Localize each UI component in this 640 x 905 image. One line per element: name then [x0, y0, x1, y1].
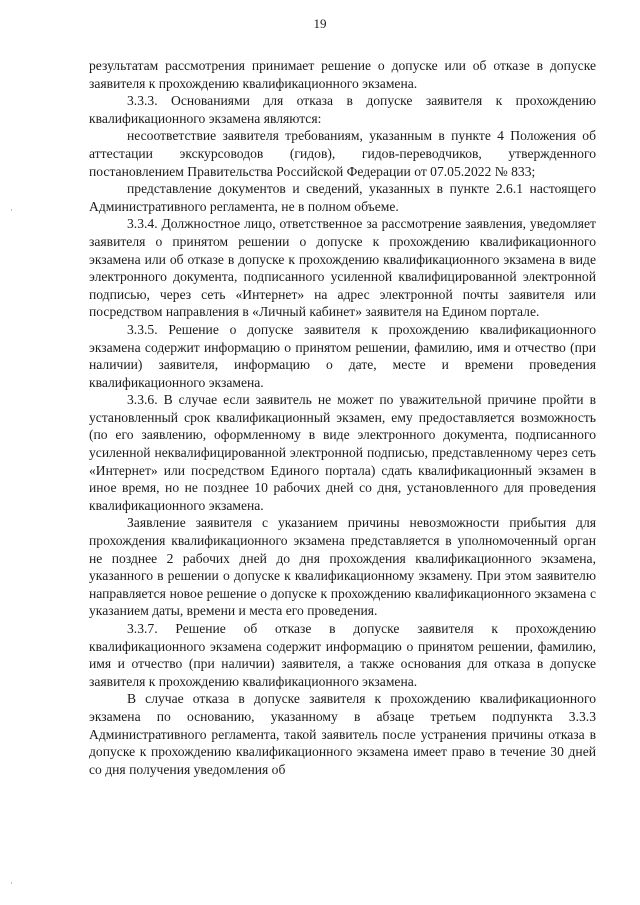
paragraph-application: Заявление заявителя с указанием причины невозможности прибытия для прохождения квалификационного экзамена представляется в уполномоченный орган не позднее 2 рабочих дней до дня прохождения квалификационного экзамена, указанного в решении о допуске к квалификационному экзамену. При этом заявителю направляется новое решение о допуске к прохождению квалификационного экзамена с указанием даты, времени и места его проведения. — [89, 515, 596, 619]
paragraph-ground-2: представление документов и сведений, указанных в пункте 2.6.1 настоящего Административного регламента, не в полном объеме. — [89, 181, 596, 214]
paragraph-ground-1: несоответствие заявителя требованиям, указанным в пункте 4 Положения об аттестации экскурсоводов (гидов), гидов-переводчиков, утвержденного постановлением Правительства Российской Федерации от 07.05.2022 № 833; — [89, 128, 596, 179]
scan-speck: · — [10, 205, 13, 215]
document-body — [89, 57, 596, 778]
paragraph-3-3-7: 3.3.7. Решение об отказе в допуске заявителя к прохождению квалификационного экзамена содержит информацию о принятом решении, фамилию, имя и отчество (при наличии) заявителя, а также основания для отказа в допуске заявителя к прохождению квалификационного экзамена. — [89, 621, 596, 689]
paragraph-3-3-3: 3.3.3. Основаниями для отказа в допуске заявителя к прохождению квалификационного экзамена являются: — [89, 93, 596, 126]
paragraph-3-3-5: 3.3.5. Решение о допуске заявителя к прохождению квалификационного экзамена содержит информацию о принятом решении, фамилию, имя и отчество (при наличии) заявителя, информацию о дате, месте и времени проведения квалификационного экзамена. — [89, 321, 596, 390]
paragraph-3-3-4: 3.3.4. Должностное лицо, ответственное за рассмотрение заявления, уведомляет заявителя о принятом решении о допуске к прохождению квалификационного экзамена или об отказе в допуске к прохождению квалификационного экзамена в виде электронного документа, подписанного усиленной квалифицированной электронной подписью, через сеть «Интернет» на адрес электронной почты заявителя или посредством направления в «Личный кабинет» заявителя на Едином портале. — [89, 216, 596, 320]
scan-speck: · — [10, 878, 13, 888]
paragraph-refusal-case: В случае отказа в допуске заявителя к прохождению квалификационного экзамена по основанию, указанному в абзаце третьем подпункта 3.3.3 Административного регламента, такой заявитель после устранения причины отказа в допуске к прохождению квалификационного экзамена имеет право в течение 30 дней со дня получения уведомления об — [89, 691, 596, 777]
page-number: 19 — [313, 16, 327, 31]
paragraph-3-3-6: 3.3.6. В случае если заявитель не может по уважительной причине пройти в установленный срок квалификационный экзамен, ему предоставляется возможность (по его заявлению, оформленному в виде электронного документа, подписанного усиленной неквалифицированной электронной подписью, представленному через сеть «Интернет» или посредством Единого портала) сдать квалификационный экзамен в иное время, но не позднее 10 рабочих дней со дня, установленного для проведения квалификационного экзамена. — [89, 392, 596, 513]
paragraph-continuation: результатам рассмотрения принимает решение о допуске или об отказе в допуске заявителя к прохождению квалификационного экзамена. — [89, 58, 596, 91]
